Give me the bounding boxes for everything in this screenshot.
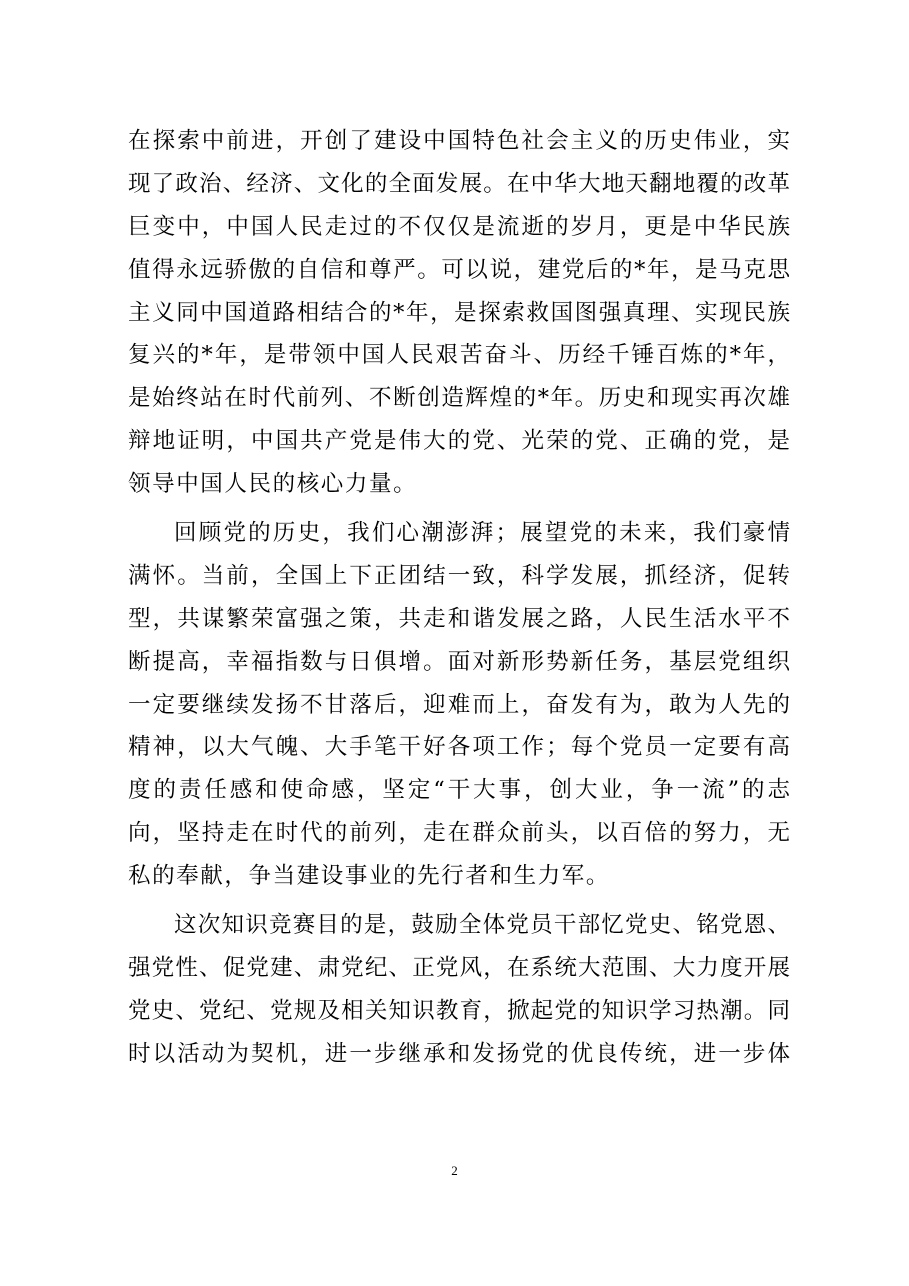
text-line: 时以活动为契机，进一步继承和发扬党的优良传统，进一步体: [128, 1040, 790, 1067]
text-line: 在探索中前进，开创了建设中国特色社会主义的历史伟业，实: [128, 128, 790, 154]
body-text: [128, 120, 790, 1076]
text-line: 型，共谋繁荣富强之策，共走和谐发展之路，人民生活水平不: [128, 605, 790, 632]
text-line: 这次知识竞赛目的是，鼓励全体党员干部忆党史、铭党恩、: [174, 912, 790, 939]
text-line: 巨变中，中国人民走过的不仅仅是流逝的岁月，更是中华民族: [128, 213, 790, 240]
text-line: 回顾党的历史，我们心潮澎湃；展望党的未来，我们豪情: [174, 520, 790, 547]
text-line: 复兴的*年，是带领中国人民艰苦奋斗、历经千锤百炼的*年，: [128, 342, 790, 369]
text-line: 是始终站在时代前列、不断创造辉煌的*年。历史和现实再次雄: [128, 385, 790, 412]
text-line: 强党性、促党建、肃党纪、正党风，在系统大范围、大力度开展: [128, 954, 790, 981]
page-number: 2: [451, 1163, 458, 1178]
text-line: 满怀。当前，全国上下正团结一致，科学发展，抓经济，促转: [128, 562, 790, 589]
text-line: 党史、党纪、党规及相关知识教育，掀起党的知识学习热潮。同: [128, 997, 790, 1024]
text-line: 领导中国人民的核心力量。: [128, 471, 418, 498]
text-line: 断提高，幸福指数与日俱增。面对新形势新任务，基层党组织: [128, 648, 790, 675]
text-line: 精神，以大气魄、大手笔干好各项工作；每个党员一定要有高: [128, 734, 790, 761]
paragraph-2: [128, 512, 790, 898]
text-line: 度的责任感和使命感，坚定“干大事，创大业，争一流”的志: [128, 777, 790, 804]
text-line: 辩地证明，中国共产党是伟大的党、光荣的党、正确的党，是: [128, 428, 790, 455]
text-line: 私的奉献，争当建设事业的先行者和生力军。: [128, 863, 611, 890]
text-line: 向，坚持走在时代的前列，走在群众前头，以百倍的努力，无: [128, 820, 790, 847]
text-line: 值得永远骄傲的自信和尊严。可以说，建党后的*年，是马克思: [128, 256, 790, 283]
text-line: 一定要继续发扬不甘落后，迎难而上，奋发有为，敢为人先的: [128, 691, 790, 718]
paragraph-3: [128, 904, 790, 1076]
paragraph-1: [128, 120, 790, 506]
text-line: 现了政治、经济、文化的全面发展。在中华大地天翻地覆的改革: [128, 170, 790, 197]
text-line: 主义同中国道路相结合的*年，是探索救国图强真理、实现民族: [128, 299, 790, 326]
